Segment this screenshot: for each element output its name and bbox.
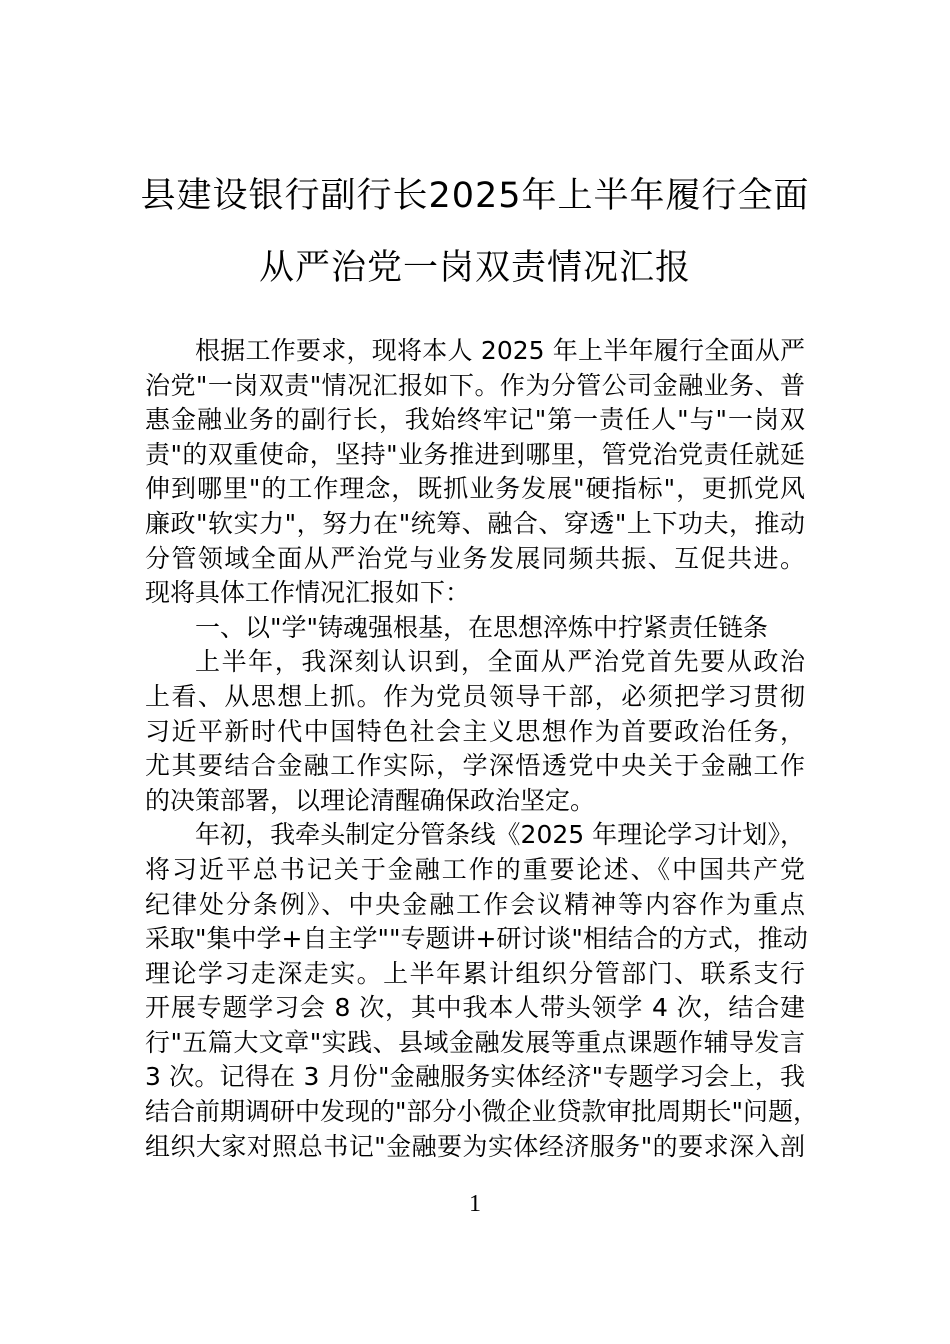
document-title-line-2: 从严治党一岗双责情况汇报 (258, 248, 691, 288)
document-title-line-1: 县建设银行副行长2025年上半年履行全面 (140, 176, 810, 216)
text-line: 责"的双重使命，坚持"业务推进到哪里，管党治党责任就延 (145, 439, 805, 469)
text-line: 3 次。记得在 3 月份"金融服务实体经济"专题学习会上，我 (145, 1062, 805, 1092)
text-line: 结合前期调研中发现的"部分小微企业贷款审批周期长"问题， (145, 1097, 819, 1127)
document-body (145, 334, 819, 1164)
text-line: 廉政"软实力"，努力在"统筹、融合、穿透"上下功夫，推动 (145, 508, 805, 538)
text-line: 分管领域全面从严治党与业务发展同频共振、互促共进。 (145, 543, 805, 573)
text-line: 一、以"学"铸魂强根基，在思想淬炼中拧紧责任链条 (195, 612, 769, 642)
text-line: 纪律处分条例》、中央金融工作会议精神等内容作为重点 (145, 889, 805, 919)
text-line: 上半年，我深刻认识到，全面从严治党首先要从政治 (195, 647, 805, 677)
text-line: 上看、从思想上抓。作为党员领导干部，必须把学习贯彻 (145, 681, 805, 711)
text-line: 行"五篇大文章"实践、县域金融发展等重点课题作辅导发言 (145, 1027, 805, 1057)
text-line: 惠金融业务的副行长，我始终牢记"第一责任人"与"一岗双 (145, 405, 805, 435)
text-line: 伸到哪里"的工作理念，既抓业务发展"硬指标"，更抓党风 (145, 474, 805, 504)
text-line: 现将具体工作情况汇报如下： (145, 578, 471, 608)
text-line: 将习近平总书记关于金融工作的重要论述、《中国共产党 (145, 854, 805, 884)
section-heading (145, 611, 805, 646)
paragraph (145, 334, 805, 611)
text-line: 组织大家对照总书记"金融要为实体经济服务"的要求深入剖 (145, 1131, 805, 1161)
text-line: 理论学习走深走实。上半年累计组织分管部门、联系支行 (145, 958, 805, 988)
text-line: 根据工作要求，现将本人 2025 年上半年履行全面从严 (195, 336, 805, 365)
paragraph (145, 645, 805, 818)
text-line: 的决策部署，以理论清醒确保政治坚定。 (145, 785, 596, 815)
text-line: 采取"集中学+自主学""专题讲+研讨谈"相结合的方式，推动 (145, 924, 808, 954)
text-line: 年初，我牵头制定分管条线《2025 年理论学习计划》， (195, 820, 805, 850)
text-line: 治党"一岗双责"情况汇报如下。作为分管公司金融业务、普 (145, 370, 805, 400)
text-line: 开展专题学习会 8 次，其中我本人带头领学 4 次，结合建 (145, 993, 805, 1023)
page-number: 1 (469, 1191, 481, 1217)
text-line: 习近平新时代中国特色社会主义思想作为首要政治任务， (145, 716, 805, 746)
paragraph (145, 818, 819, 1164)
text-line: 尤其要结合金融工作实际，学深悟透党中央关于金融工作 (145, 751, 805, 781)
